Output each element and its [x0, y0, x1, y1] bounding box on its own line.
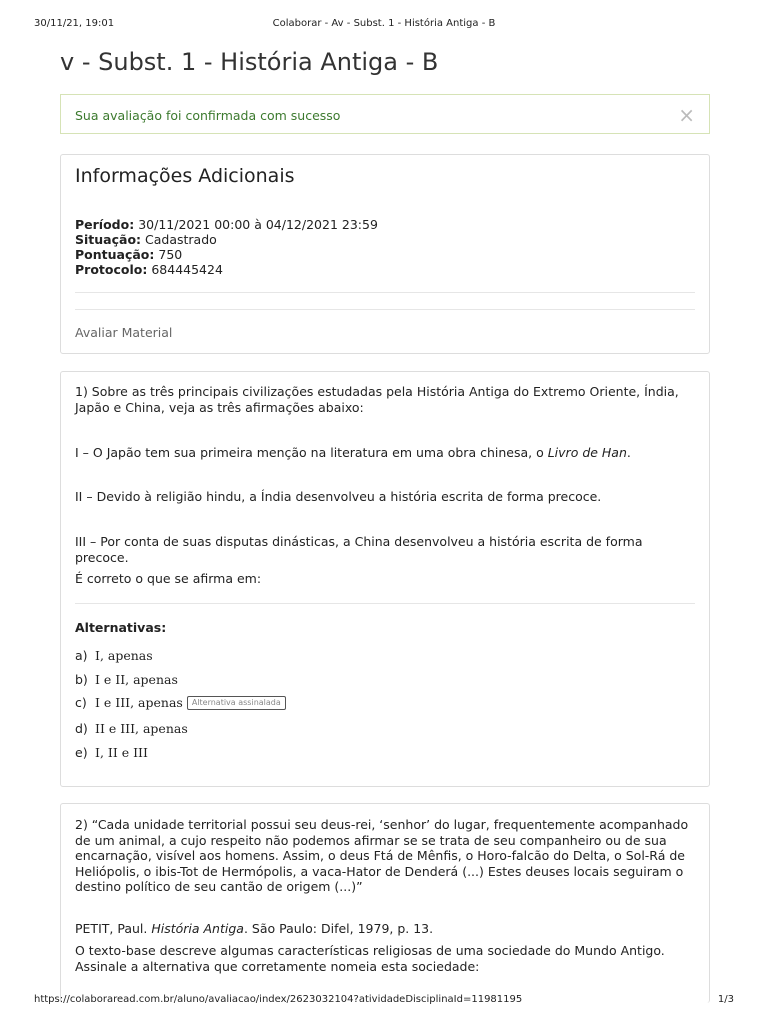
question-1-statement-3: III – Por conta de suas disputas dinásticas, a China desenvolveu a história escrita de forma precoce. [75, 534, 643, 565]
question-2-prompt: O texto-base descreve algumas características religiosas de uma sociedade do Mundo Antigo. Assinale a alternativa que corretamente nomeia esta sociedade: [75, 943, 665, 974]
alt-letter: c) [75, 695, 87, 710]
selected-badge: Alternativa assinalada [187, 696, 286, 710]
alt-text: I e III, apenas [95, 695, 183, 710]
print-footer [34, 994, 734, 1008]
protocolo-value: 684445424 [151, 262, 223, 277]
rate-material-link[interactable]: Avaliar Material [75, 325, 173, 340]
print-doc-title: Colaborar - Av - Subst. 1 - História Antiga - B [272, 18, 496, 29]
print-header [34, 18, 734, 32]
info-heading: Informações Adicionais [75, 165, 295, 187]
success-alert [60, 94, 710, 134]
situacao-label: Situação: [75, 232, 142, 247]
situacao-value: Cadastrado [145, 232, 217, 247]
alt-letter: b) [75, 672, 88, 687]
pontuacao-label: Pontuação: [75, 247, 155, 262]
alt-letter: d) [75, 721, 88, 736]
reference-text: . São Paulo: Difel, 1979, p. 13. [243, 921, 434, 936]
question-2-reference [75, 921, 695, 937]
question-1-statement-1 [75, 445, 695, 461]
print-url: https://colaboraread.com.br/aluno/avaliacao/index/2623032104?atividadeDisciplinaId=11981195 [34, 994, 523, 1005]
alternatives-title: Alternativas: [75, 620, 167, 635]
alt-text: I, apenas [95, 648, 153, 663]
close-icon[interactable]: × [678, 103, 695, 127]
alternative-b[interactable] [75, 672, 178, 687]
alt-text: II e III, apenas [95, 721, 188, 736]
alt-text: I, II e III [95, 745, 148, 760]
periodo-label: Período: [75, 217, 135, 232]
info-pontuacao [75, 247, 378, 262]
page-title: v - Subst. 1 - História Antiga - B [60, 48, 439, 76]
alt-letter: e) [75, 745, 88, 760]
divider [75, 309, 695, 310]
question-1-statement-2: II – Devido à religião hindu, a Índia desenvolveu a história escrita de forma precoce. [75, 489, 602, 504]
print-page-number: 1/3 [717, 994, 734, 1005]
protocolo-label: Protocolo: [75, 262, 148, 277]
alternative-a[interactable] [75, 648, 153, 663]
info-periodo [75, 217, 378, 232]
print-datetime: 30/11/21, 19:01 [34, 18, 115, 29]
info-card [60, 154, 710, 354]
divider [75, 603, 695, 604]
periodo-value: 30/11/2021 00:00 à 04/12/2021 23:59 [138, 217, 378, 232]
question-2-card [60, 803, 710, 1003]
info-situacao [75, 232, 378, 247]
reference-italic: História Antiga [151, 921, 244, 936]
info-protocolo [75, 262, 378, 277]
pontuacao-value: 750 [158, 247, 183, 262]
statement-italic: Livro de Han [547, 445, 627, 460]
reference-text: PETIT, Paul. [75, 921, 152, 936]
statement-text: I – O Japão tem sua primeira menção na literatura em uma obra chinesa, o [75, 445, 548, 460]
alternative-c[interactable] [75, 695, 286, 710]
alternative-e[interactable] [75, 745, 148, 760]
alert-message: Sua avaliação foi confirmada com sucesso [75, 108, 341, 123]
alternative-d[interactable] [75, 721, 188, 736]
alt-text: I e II, apenas [95, 672, 178, 687]
alt-letter: a) [75, 648, 88, 663]
question-1-intro: 1) Sobre as três principais civilizações estudadas pela História Antiga do Extremo Oriente, Índia, Japão e China, veja as três afirmações abaixo: [75, 384, 679, 415]
statement-text: . [626, 445, 631, 460]
divider [75, 292, 695, 293]
question-2-quote: 2) “Cada unidade territorial possui seu deus-rei, ‘senhor’ do lugar, frequentemente acompanhado de um animal, a cujo respeito não podemos afirmar se se trata de seu companheiro ou de sua encarnação, visível aos homens. Assim, o deus Ftá de Mênfis, o Horo-falcão do Delta, o Sol-Rá de Heliópolis, o ibis-Tot de Hermópolis, a vaca-Hator de Denderá (...) Estes deuses locais seguiram o destino político de seu cantão de origem (...)” [75, 817, 689, 894]
question-1-card [60, 371, 710, 787]
info-list [75, 217, 378, 277]
question-1-prompt: É correto o que se afirma em: [75, 571, 262, 586]
